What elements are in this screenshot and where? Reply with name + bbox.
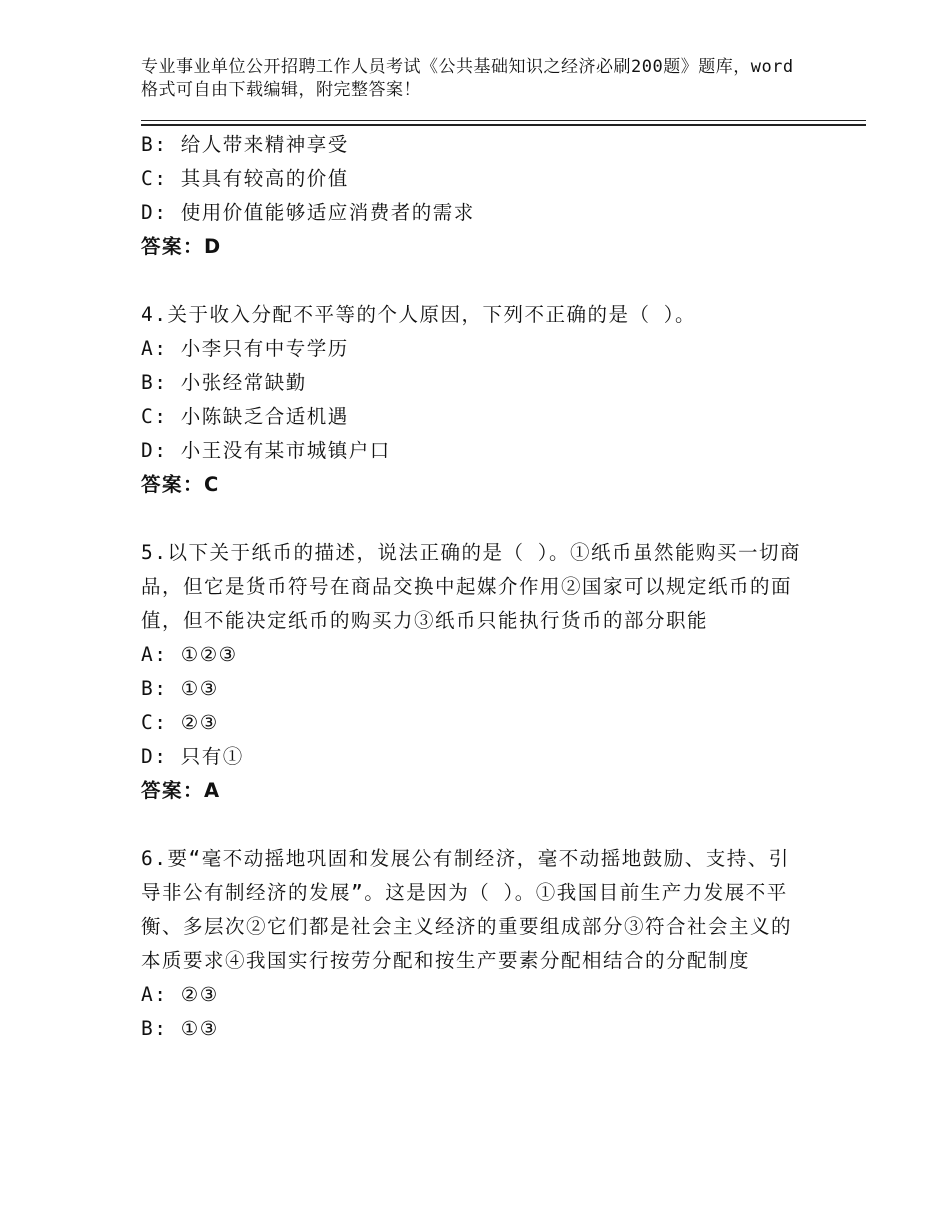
spacer [141, 264, 801, 298]
q3-answer: 答案：D [141, 235, 222, 258]
header-divider-thick [141, 124, 866, 126]
spacer [141, 808, 801, 842]
q4-option-b: B: 小张经常缺勤 [141, 371, 307, 394]
q5-option-c: C: ②③ [141, 711, 219, 734]
q4-answer: 答案：C [141, 473, 220, 496]
q3-option-c: C: 其具有较高的价值 [141, 167, 349, 190]
header-divider [141, 120, 866, 121]
q5-stem: 5.以下关于纸币的描述，说法正确的是（ ）。①纸币虽然能购买一切商品，但它是货币符号在商品交换中起媒介作用②国家可以规定纸币的面值，但不能决定纸币的购买力③纸币只能执行货币的部分职能 [141, 541, 801, 632]
q4-option-c: C: 小陈缺乏合适机遇 [141, 405, 349, 428]
q4-option-d: D: 小王没有某市城镇户口 [141, 439, 391, 462]
q6-stem: 6.要“毫不动摇地巩固和发展公有制经济，毫不动摇地鼓励、支持、引导非公有制经济的发展”。这是因为（ ）。①我国目前生产力发展不平衡、多层次②它们都是社会主义经济的重要组成部分③符合社会主义的本质要求④我国实行按劳分配和按生产要素分配相结合的分配制度 [141, 847, 793, 972]
spacer [141, 502, 801, 536]
q5-option-b: B: ①③ [141, 677, 219, 700]
q5-option-a: A: ①②③ [141, 643, 238, 666]
q4-option-a: A: 小李只有中专学历 [141, 337, 349, 360]
q3-option-b: B: 给人带来精神享受 [141, 133, 349, 156]
q3-option-d: D: 使用价值能够适应消费者的需求 [141, 201, 475, 224]
q4-stem: 4.关于收入分配不平等的个人原因，下列不正确的是（ ）。 [141, 303, 696, 326]
q5-answer: 答案：A [141, 779, 221, 802]
q6-option-b: B: ①③ [141, 1017, 219, 1040]
question-content [141, 128, 801, 1046]
document-header: 专业事业单位公开招聘工作人员考试《公共基础知识之经济必刷200题》题库，word格式可自由下载编辑，附完整答案！ [141, 57, 794, 100]
q6-option-a: A: ②③ [141, 983, 219, 1006]
q5-option-d: D: 只有① [141, 745, 244, 768]
